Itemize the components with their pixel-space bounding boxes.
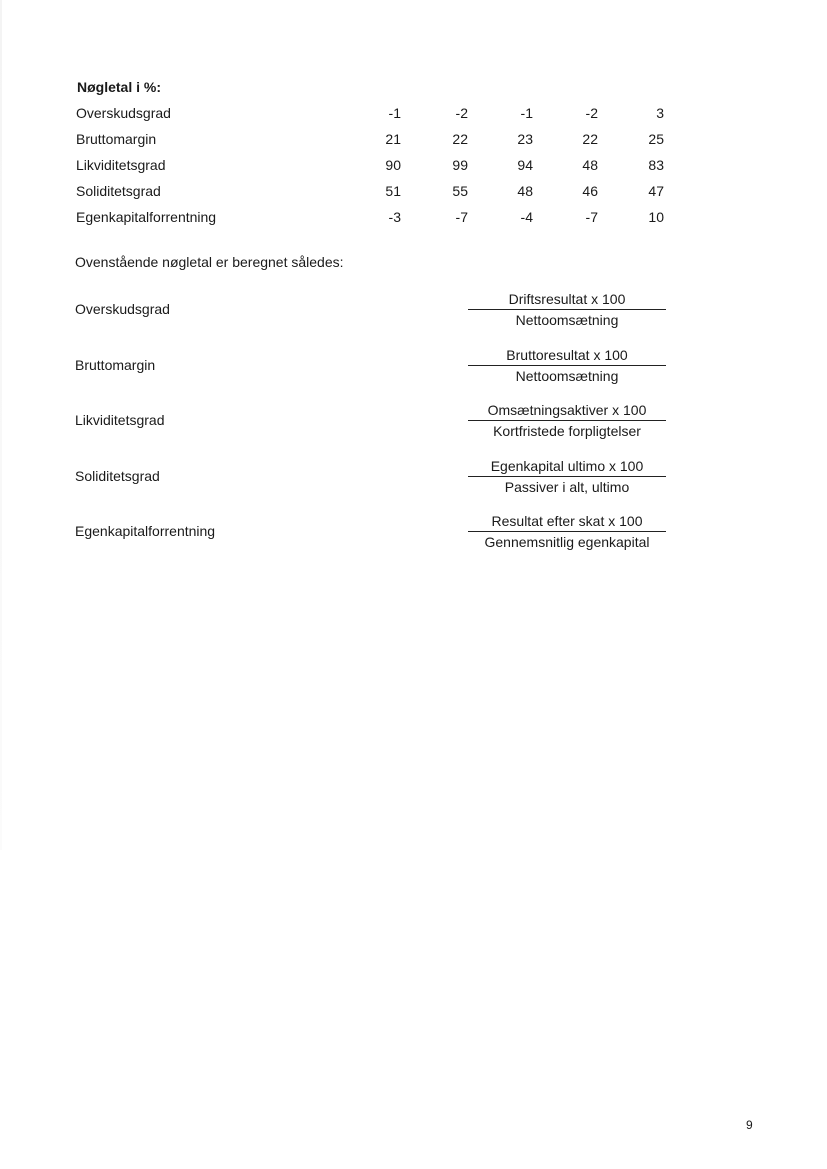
formula-denominator: Kortfristede forpligtelser bbox=[493, 423, 641, 439]
kpi-value: 46 bbox=[582, 183, 598, 199]
kpi-label: Bruttomargin bbox=[76, 131, 157, 147]
kpi-value: 10 bbox=[648, 209, 664, 225]
kpi-value: 48 bbox=[582, 157, 598, 173]
formula-row bbox=[0, 291, 827, 331]
kpi-value: -7 bbox=[455, 209, 468, 225]
kpi-value: 99 bbox=[452, 157, 468, 173]
kpi-row bbox=[0, 209, 827, 229]
kpi-value: -3 bbox=[388, 209, 401, 225]
formula-row bbox=[0, 402, 827, 442]
formula-numerator: Driftsresultat x 100 bbox=[468, 291, 666, 310]
kpi-value: 47 bbox=[648, 183, 664, 199]
kpi-value: 55 bbox=[452, 183, 468, 199]
formula-numerator: Resultat efter skat x 100 bbox=[468, 513, 666, 532]
formula-denominator: Passiver i alt, ultimo bbox=[504, 479, 630, 495]
kpi-label: Soliditetsgrad bbox=[76, 183, 161, 199]
formula-fraction bbox=[468, 291, 666, 328]
formula-label: Overskudsgrad bbox=[75, 301, 170, 317]
formula-row bbox=[0, 347, 827, 387]
formula-label: Bruttomargin bbox=[75, 357, 156, 373]
formula-row bbox=[0, 513, 827, 553]
kpi-value: -2 bbox=[455, 105, 468, 121]
kpi-value: 23 bbox=[517, 131, 533, 147]
kpi-value: 90 bbox=[385, 157, 401, 173]
kpi-value: 48 bbox=[517, 183, 533, 199]
kpi-label: Likviditetsgrad bbox=[76, 157, 166, 173]
formula-fraction bbox=[468, 402, 666, 439]
kpi-value: -2 bbox=[585, 105, 598, 121]
formula-fraction bbox=[468, 513, 666, 550]
formula-denominator: Nettoomsætning bbox=[515, 368, 619, 384]
kpi-row bbox=[0, 105, 827, 125]
kpi-value: 51 bbox=[385, 183, 401, 199]
kpi-label: Overskudsgrad bbox=[76, 105, 171, 121]
kpi-value: 94 bbox=[517, 157, 533, 173]
page-number: 9 bbox=[746, 1118, 753, 1132]
kpi-value: -1 bbox=[520, 105, 533, 121]
kpi-label: Egenkapitalforrentning bbox=[76, 209, 217, 225]
kpi-heading: Nøgletal i %: bbox=[77, 79, 162, 95]
kpi-value: 22 bbox=[452, 131, 468, 147]
formula-label: Egenkapitalforrentning bbox=[75, 523, 216, 539]
kpi-value: 22 bbox=[582, 131, 598, 147]
formula-row bbox=[0, 458, 827, 498]
kpi-row bbox=[0, 131, 827, 151]
formula-numerator: Bruttoresultat x 100 bbox=[468, 347, 666, 366]
formula-fraction bbox=[468, 347, 666, 384]
formula-label: Likviditetsgrad bbox=[75, 412, 165, 428]
kpi-row bbox=[0, 157, 827, 177]
formula-label: Soliditetsgrad bbox=[75, 468, 160, 484]
kpi-value: 21 bbox=[385, 131, 401, 147]
kpi-value: -7 bbox=[585, 209, 598, 225]
kpi-row bbox=[0, 183, 827, 203]
kpi-value: -4 bbox=[520, 209, 533, 225]
formula-denominator: Nettoomsætning bbox=[515, 312, 619, 328]
formula-numerator: Egenkapital ultimo x 100 bbox=[468, 458, 666, 477]
calculation-note: Ovenstående nøgletal er beregnet således: bbox=[75, 254, 344, 270]
kpi-value: 83 bbox=[648, 157, 664, 173]
kpi-value: -1 bbox=[388, 105, 401, 121]
formula-denominator: Gennemsnitlig egenkapital bbox=[484, 534, 650, 550]
formula-fraction bbox=[468, 458, 666, 495]
kpi-value: 3 bbox=[656, 105, 664, 121]
kpi-value: 25 bbox=[648, 131, 664, 147]
formula-numerator: Omsætningsaktiver x 100 bbox=[468, 402, 666, 421]
